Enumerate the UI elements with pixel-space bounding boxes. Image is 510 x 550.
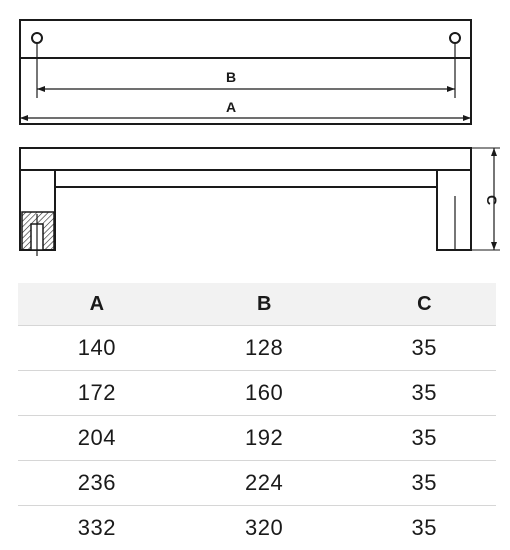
cell-c: 35 [353, 416, 496, 461]
column-header-a: A [18, 283, 176, 326]
column-header-c: C [353, 283, 496, 326]
table-header-row [18, 283, 496, 326]
cell-c: 35 [353, 371, 496, 416]
cell-a: 140 [18, 326, 176, 371]
table-row [18, 506, 496, 550]
table-row [18, 371, 496, 416]
cell-a: 332 [18, 506, 176, 550]
dimension-a [20, 99, 471, 121]
cell-c: 35 [353, 326, 496, 371]
dimension-b-label: B [226, 69, 236, 85]
column-header-b: B [176, 283, 353, 326]
cell-c: 35 [353, 461, 496, 506]
dimensions-table [18, 283, 496, 550]
left-mounting-hole [32, 33, 42, 43]
side-view-outline [20, 148, 471, 250]
table-row [18, 416, 496, 461]
top-view-outline [20, 20, 471, 124]
dimension-b [37, 69, 455, 92]
cell-b: 320 [176, 506, 353, 550]
table-row [18, 461, 496, 506]
table-row [18, 326, 496, 371]
cell-a: 204 [18, 416, 176, 461]
top-view [20, 20, 471, 124]
cell-b: 128 [176, 326, 353, 371]
cell-b: 192 [176, 416, 353, 461]
side-view [20, 148, 471, 256]
right-mounting-hole [450, 33, 460, 43]
cell-b: 160 [176, 371, 353, 416]
cell-b: 224 [176, 461, 353, 506]
cell-a: 236 [18, 461, 176, 506]
cell-a: 172 [18, 371, 176, 416]
handle-technical-drawing [0, 0, 510, 270]
dimension-c-label: C [484, 195, 500, 205]
dimension-c [471, 148, 500, 250]
cell-c: 35 [353, 506, 496, 550]
dimension-a-label: A [226, 99, 236, 115]
